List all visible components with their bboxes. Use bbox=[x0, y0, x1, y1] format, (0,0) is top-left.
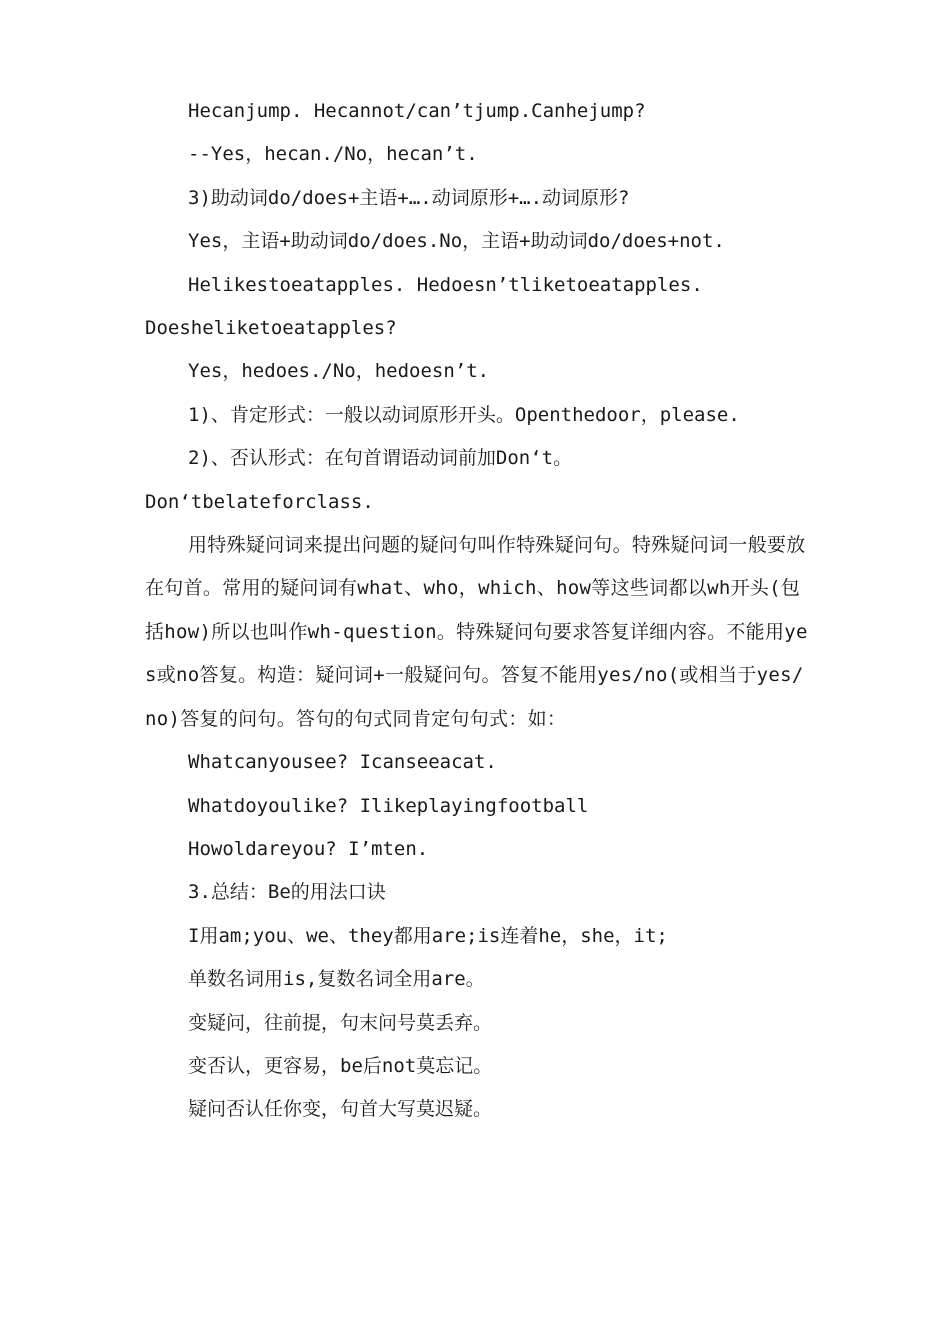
paragraph-answer-does: Yes，hedoes./No，hedoesn’t. bbox=[188, 360, 490, 383]
paragraph-example-what-like: Whatdoyoulike? Ilikeplayingfootball bbox=[188, 794, 589, 817]
paragraph-example-dont: Don‘tbelateforclass. bbox=[145, 490, 374, 513]
paragraph-example-what-see: Whatcanyousee? Icanseeacat. bbox=[188, 751, 497, 774]
paragraph-rhyme-line-3: 变疑问，往前提，句末问号莫丢弃。 bbox=[188, 1011, 493, 1034]
document-body bbox=[145, 90, 810, 1132]
paragraph-imperative-positive: 1)、肯定形式：一般以动词原形开头。Openthedoor，please. bbox=[188, 403, 740, 426]
paragraph-auxiliary-rule: 3)助动词do/does+主语+….动词原形+….动词原形? bbox=[188, 186, 630, 209]
paragraph-imperative-negative: 2)、否认形式：在句首谓语动词前加Don‘t。 bbox=[188, 447, 573, 470]
paragraph-rhyme-line-4: 变否认，更容易，be后not莫忘记。 bbox=[188, 1054, 493, 1077]
paragraph-example-how-old: Howoldareyou? I’mten. bbox=[188, 837, 429, 860]
paragraph-summary-heading: 3.总结：Be的用法口诀 bbox=[188, 881, 386, 904]
paragraph-auxiliary-answer: Yes，主语+助动词do/does.No，主语+助动词do/does+not. bbox=[188, 230, 725, 253]
paragraph-answer-can: --Yes，hecan./No，hecan’t. bbox=[188, 143, 478, 166]
paragraph-rhyme-line-5: 疑问否认任你变，句首大写莫迟疑。 bbox=[188, 1098, 493, 1121]
paragraph-example-can: Hecanjump. Hecannot/can’tjump.Canhejump? bbox=[188, 100, 646, 122]
paragraph-special-questions: 用特殊疑问词来提出问题的疑问句叫作特殊疑问句。特殊疑问词一般要放在句首。常用的疑问词有what、who，which、how等这些词都以wh开头(包括how)所以也叫作wh-question。特殊疑问句要求答复详细内容。不能用yes或no答复。构造：疑问词+一般疑问句。答复不能用yes/no(或相当于yes/no)答复的问句。答句的句式同肯定句句式：如： bbox=[145, 534, 808, 730]
paragraph-rhyme-line-1: I用am;you、we、they都用are;is连着he，she，it; bbox=[188, 924, 668, 947]
paragraph-example-likes: Helikestoeatapples. Hedoesn’tliketoeatapples. bbox=[188, 273, 703, 296]
paragraph-example-does: Doesheliketoeatapples? bbox=[145, 317, 397, 340]
paragraph-rhyme-line-2: 单数名词用is,复数名词全用are。 bbox=[188, 968, 485, 991]
